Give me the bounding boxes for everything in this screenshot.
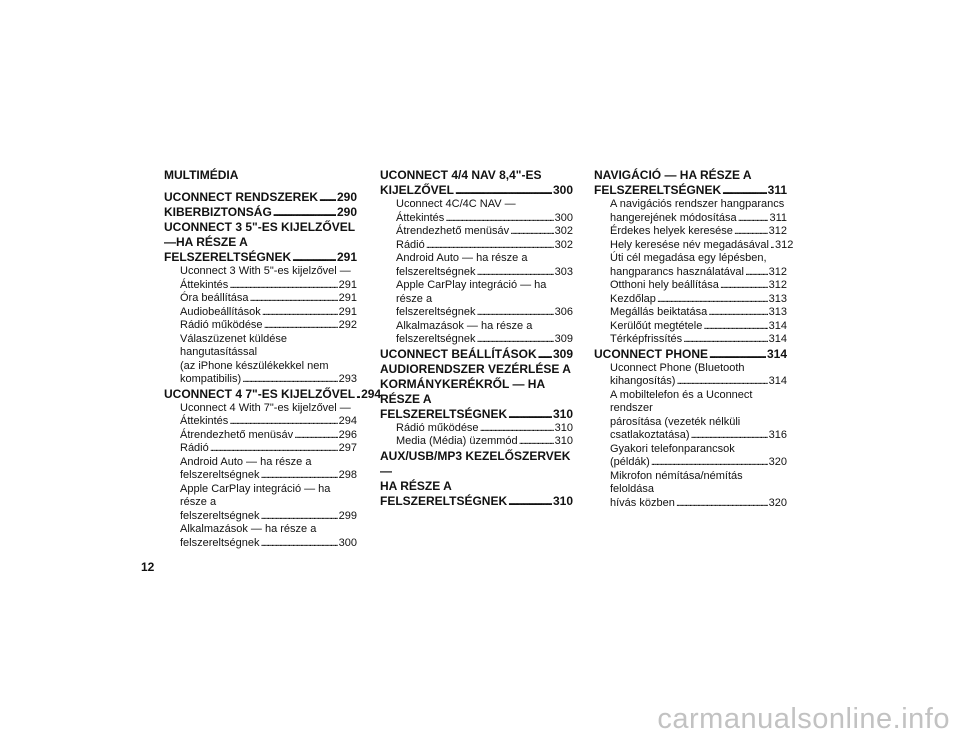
toc-entry-text: Rádió [180,442,209,454]
toc-sub-entry [610,333,787,347]
dot-leader [690,429,767,443]
toc-entry-text: Óra beállítása [180,292,249,304]
toc-sub-entry [396,279,573,320]
toc-entry-line [610,279,787,293]
toc-page-number: 300 [338,536,357,549]
toc-sub-entry [180,456,357,483]
toc-main-entry [164,205,357,220]
dot-leader [510,225,554,239]
toc-sub-entry [610,470,787,511]
toc-sub-entry [610,306,787,320]
toc-sub-entry [396,435,573,449]
toc-main-entry [380,449,573,509]
toc-entry-text: Uconnect Phone (Bluetooth [610,361,745,374]
toc-entry-line [396,266,573,280]
dot-leader [229,279,337,293]
toc-page-number: 309 [552,346,573,361]
toc-entry-line [594,183,787,198]
toc-entry-text: Rádió működése [180,319,263,331]
toc-sub-entry [610,320,787,334]
toc-entry-line [380,407,573,422]
toc-page-number: 311 [767,183,787,197]
toc-page-number: 302 [554,238,573,251]
toc-entry-text: kompatibilis) [180,373,242,385]
toc-entry-text: A mobiltelefon és a Uconnect rendszer [610,388,753,414]
toc-entry-line [610,238,794,253]
toc-sub-entry [610,198,787,225]
toc-sub-entry [610,252,787,279]
toc-sub-entry [396,225,573,239]
dot-leader [273,205,336,220]
toc-sub-entry [610,225,787,239]
toc-entry-line [610,225,787,239]
toc-entry-line [380,494,573,509]
toc-entry-text: Uconnect 3 With 5"-es kijelzővel — [180,265,351,277]
dot-leader [745,266,768,280]
toc-page-number: 297 [338,442,357,454]
toc-entry-text: Válaszüzenet küldése hangutasítással [180,332,288,358]
toc-page-number: 298 [338,469,357,481]
toc-entry-text: Hely keresése név megadásával [610,238,769,251]
toc-entry-text: Media (Média) üzemmód [396,435,518,447]
toc-entry-text: Audiobeállítások [180,305,261,318]
toc-entry-text: Térképfrissítés [610,333,683,345]
toc-main-entry [380,168,573,198]
toc-entry-text: —HA RÉSZE A [164,235,248,249]
toc-entry-text: UCONNECT RENDSZEREK [164,190,319,204]
toc-page-number: 310 [554,435,573,447]
toc-entry-text: (példák) [610,456,650,468]
toc-entry-line [164,205,357,220]
dot-leader [261,510,338,524]
dot-leader [477,306,554,320]
toc-page-number: 312 [768,225,787,237]
toc-entry-line [396,333,573,347]
toc-entry-line [396,306,573,320]
toc-entry-text: UCONNECT 3 5"-ES KIJELZŐVEL [164,220,356,234]
toc-entry-line [610,306,787,320]
toc-sub-entry [396,320,573,347]
dot-leader [426,239,554,253]
toc-entry-text: felszereltségnek [396,306,476,318]
toc-entry-line [180,306,357,320]
toc-entry-text: felszereltségnek [180,536,260,549]
toc-entry-text: AUDIORENDSZER VEZÉRLÉSE A [380,361,571,376]
toc-page-number: 300 [554,211,573,224]
toc-entry-text: Android Auto — ha része a [180,455,312,468]
toc-entry-text: kihangosítás) [610,375,676,387]
toc-entry-line [380,183,573,198]
dot-leader [703,320,767,334]
toc-page-number: 320 [768,456,787,468]
toc-page-number: 311 [769,211,787,224]
toc-entry-text: Apple CarPlay integráció — ha része a [396,279,547,305]
toc-sub-entry [610,279,787,293]
toc-entry-text: Mikrofon némítása/némítás feloldása [610,469,743,495]
toc-page-number: 300 [552,183,573,197]
toc-entry-text: Uconnect 4 With 7"-es kijelzővel — [180,401,351,414]
dot-leader [319,190,336,205]
toc-entry-line [180,537,357,551]
toc-main-entry [380,347,573,362]
toc-entry-text: párosítása (vezeték nélküli [610,415,741,428]
toc-main-entry [164,386,382,402]
toc-entry-text: Érdekes helyek keresése [610,225,733,237]
toc-entry-text: Kerülőút megtétele [610,319,703,332]
dot-leader [477,266,554,280]
toc-entry-line [180,429,357,443]
toc-entry-text: Rádió [396,238,425,251]
toc-entry-line [396,239,573,253]
toc-page-number: 303 [554,265,573,278]
toc-entry-text: FELSZERELTSÉGNEK [380,493,508,508]
toc-page-number: 296 [338,428,357,441]
toc-page-number: 306 [554,306,573,318]
toc-entry-text: Átrendezhető menüsáv [180,428,294,441]
toc-page-number: 290 [336,205,357,219]
toc-entry-line [180,415,357,429]
toc-entry-line [396,435,573,449]
toc-page-number: 291 [336,250,357,264]
toc-entry-line [180,469,357,483]
toc-page-number: 316 [768,429,787,441]
toc-main-entry [164,220,357,265]
dot-leader [262,306,338,320]
toc-entry-line [396,225,573,239]
dot-leader [683,333,768,347]
toc-entry-text: felszereltségnek [180,469,260,481]
toc-page-number: 299 [338,509,357,522]
toc-page-number: 292 [338,319,357,331]
toc-entry-text: UCONNECT BEÁLLÍTÁSOK [380,346,537,361]
toc-entry-line [180,279,357,293]
toc-entry-text: A navigációs rendszer hangparancs [610,198,785,210]
toc-entry-text: HA RÉSZE A [380,478,452,493]
toc-entry-text: Otthoni hely beállítása [610,279,719,291]
toc-sub-entry [180,402,357,429]
toc-page-number: 310 [552,406,573,421]
toc-entry-line [610,320,787,334]
toc-entry-text: (az iPhone készülékekkel nem [180,359,329,372]
dot-leader [709,347,766,362]
toc-entries [380,168,573,509]
toc-page-number: 290 [336,190,357,204]
toc-sub-entry [180,306,357,320]
toc-entry-line [396,422,573,436]
toc-sub-entry [610,293,787,307]
toc-entry-text: Gyakori telefonparancsok [610,442,735,455]
toc-page-number: 312 [774,238,794,251]
toc-entry-text: KIBERBIZTONSÁG [164,205,272,219]
toc-sub-entry [396,239,573,253]
dot-leader [249,292,337,306]
dot-leader [720,279,768,293]
toc-main-entry [594,168,787,198]
toc-entry-text: Megállás beiktatása [610,306,708,318]
toc-entry-line [610,429,787,443]
toc-entry-text: hangparancs használatával [610,265,744,278]
toc-entry-line [610,293,787,307]
toc-page-number: 291 [338,278,357,291]
toc-entry-line [396,212,573,226]
toc-sub-entry [180,483,357,524]
toc-entry-text: KIJELZŐVEL [380,183,455,197]
toc-sub-entry [610,362,787,389]
dot-leader [508,494,552,509]
toc-page-number: 314 [768,319,787,332]
toc-page-number: 312 [768,265,787,278]
toc-entry-text: Áttekintés [180,415,229,427]
toc-entry-text: felszereltségnek [396,333,476,345]
page-number: 12 [141,560,155,574]
watermark: carmanualsonline.info [657,703,950,735]
dot-leader [261,537,338,551]
dot-leader [242,373,338,387]
toc-entry-line [610,456,787,470]
toc-entries [164,190,382,550]
toc-column-3 [594,168,794,510]
dot-leader [229,415,337,429]
toc-entry-line [610,497,787,511]
toc-page-number: 291 [338,305,357,318]
toc-entry-text: AUX/USB/MP3 KEZELŐSZERVEK — [380,448,571,478]
toc-entry-text: hangerejének módosítása [610,211,737,224]
dot-leader [734,225,768,239]
toc-page-number: 294 [361,386,382,401]
toc-entry-text: Android Auto — ha része a [396,252,528,264]
dot-leader [455,183,552,198]
toc-entry-text: FELSZERELTSÉGNEK [380,406,508,421]
dot-leader [519,435,554,449]
toc-entry-text: Áttekintés [180,278,229,291]
toc-page-number: 312 [768,279,787,291]
dot-leader [445,212,553,226]
toc-entry-text: FELSZERELTSÉGNEK [594,183,722,197]
dot-leader [738,212,769,226]
toc-sub-entry [396,198,573,225]
toc-entry-text: Alkalmazások — ha része a [180,523,317,535]
toc-entry-line [180,373,357,387]
toc-entry-text: hívás közben [610,496,675,509]
toc-page-number: 302 [554,225,573,237]
toc-column-1 [164,168,382,550]
toc-entry-text: FELSZERELTSÉGNEK [164,250,292,264]
toc-sub-entry [396,422,573,436]
toc-entry-line [180,319,357,333]
toc-page-number: 293 [338,373,357,385]
toc-sub-entry [180,292,357,306]
toc-entry-text: NAVIGÁCIÓ — HA RÉSZE A [594,168,752,182]
toc-sub-entry [610,238,794,253]
toc-entry-line [180,442,357,456]
toc-entry-line [610,375,787,389]
toc-page-number: 309 [554,333,573,345]
toc-entry-text: felszereltségnek [396,265,476,278]
toc-sub-entry [180,319,357,333]
toc-page-number: 291 [338,292,357,304]
toc-main-entry [164,190,357,205]
toc-page-number: 313 [768,306,787,318]
toc-sub-entry [610,389,787,443]
toc-entry-text: felszereltségnek [180,509,260,522]
dot-leader [294,429,338,443]
toc-page-number: 314 [766,346,787,361]
toc-entry-line [164,190,357,205]
dot-leader [651,456,768,470]
dot-leader [480,422,554,436]
toc-entry-text: Apple CarPlay integráció — ha része a [180,482,331,508]
toc-page-number: 294 [338,415,357,427]
toc-entry-line [610,266,787,280]
dot-leader [508,407,552,422]
toc-entry-line [594,347,787,362]
dot-leader [676,497,768,511]
toc-entry-text: UCONNECT PHONE [594,346,709,361]
toc-page-number: 313 [768,292,787,305]
dot-leader [356,387,360,402]
toc-entry-line [164,386,382,402]
section-heading: MULTIMÉDIA [164,168,239,182]
toc-entry-text: Átrendezhető menüsáv [396,225,510,237]
dot-leader [708,306,767,320]
toc-entry-text: Uconnect 4C/4C NAV — [396,198,516,210]
toc-entry-text: UCONNECT 4/4 NAV 8,4"-ES [380,168,542,182]
toc-main-entry [594,347,787,362]
toc-entry-line [180,292,357,306]
toc-page-number: 320 [768,496,787,509]
dot-leader [477,333,554,347]
toc-entry-text: Kezdőlap [610,292,656,305]
toc-page-number: 314 [768,333,787,345]
toc-column-2 [380,168,573,509]
dot-leader [210,442,338,456]
toc-page-number: 310 [554,421,573,434]
dot-leader [261,469,338,483]
toc-entry-text: KORMÁNYKERÉKRŐL — HA RÉSZE A [380,376,545,406]
toc-entry-text: Rádió működése [396,421,479,434]
toc-sub-entry [180,429,357,443]
toc-entry-text: Alkalmazások — ha része a [396,319,533,332]
dot-leader [264,319,338,333]
toc-entry-line [380,347,573,362]
toc-page-number: 310 [552,493,573,508]
toc-sub-entry [396,252,573,279]
dot-leader [292,250,336,265]
dot-leader [657,293,768,307]
toc-entry-text: csatlakoztatása) [610,429,690,441]
toc-entry-line [610,333,787,347]
dot-leader [676,375,767,389]
toc-entry-text: UCONNECT 4 7"-ES KIJELZŐVEL [164,386,356,401]
dot-leader [770,239,774,253]
toc-sub-entry [180,265,357,292]
toc-page-number: 314 [768,375,787,387]
toc-sub-entry [180,442,357,456]
toc-entry-line [164,250,357,265]
toc-entry-text: Áttekintés [396,211,445,224]
dot-leader [538,347,552,362]
toc-sub-entry [180,333,357,387]
toc-entries [594,168,794,510]
toc-entry-line [180,510,357,524]
dot-leader [722,183,767,198]
toc-entry-text: Úti cél megadása egy lépésben, [610,252,767,264]
toc-main-entry [380,362,573,422]
toc-sub-entry [180,523,357,550]
toc-entry-line [610,212,787,226]
toc-sub-entry [610,443,787,470]
